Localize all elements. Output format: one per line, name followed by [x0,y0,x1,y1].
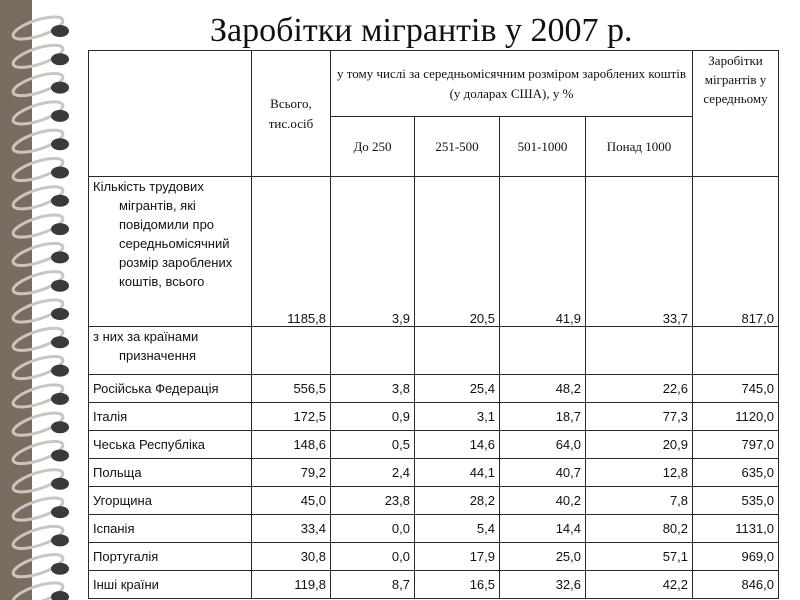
header-total: Всього, тис.осіб [252,51,331,177]
spiral-hole [51,167,69,179]
cell-value [500,327,586,375]
cell-value: 0,5 [331,431,415,459]
row-label: Російська Федерація [89,375,252,403]
cell-value: 44,1 [415,459,500,487]
cell-value: 7,8 [586,487,693,515]
header-earnings: Заробітки мігрантів у середньому [693,51,779,177]
spiral-hole [51,336,69,348]
cell-value: 77,3 [586,403,693,431]
cell-value: 2,4 [331,459,415,487]
row-label: Угорщина [89,487,252,515]
cell-avg: 1120,0 [693,403,779,431]
cell-avg: 846,0 [693,571,779,599]
cell-value: 32,6 [500,571,586,599]
cell-value: 25,4 [415,375,500,403]
cell-value [415,327,500,375]
spiral-hole [51,53,69,65]
table-header-row [89,51,779,117]
subheader-cell: 501-1000 [500,117,586,177]
cell-value [331,327,415,375]
spiral-hole [51,195,69,207]
cell-value: 5,4 [415,515,500,543]
spiral-hole [51,450,69,462]
earnings-table [88,50,779,599]
cell-value: 33,7 [586,177,693,327]
cell-value: 57,1 [586,543,693,571]
cell-total [252,327,331,375]
subheader-cell: Понад 1000 [586,117,693,177]
cell-value: 3,9 [331,177,415,327]
table-row [89,543,779,571]
cell-avg: 1131,0 [693,515,779,543]
table-row [89,487,779,515]
header-empty-cell [89,51,252,177]
row-label: Чеська Республіка [89,431,252,459]
cell-value: 14,6 [415,431,500,459]
table-row [89,515,779,543]
row-label: Італія [89,403,252,431]
cell-value: 18,7 [500,403,586,431]
cell-total: 148,6 [252,431,331,459]
subheader-cell: До 250 [331,117,415,177]
subheader-cell: 251-500 [415,117,500,177]
cell-total: 172,5 [252,403,331,431]
cell-avg: 969,0 [693,543,779,571]
cell-value: 3,8 [331,375,415,403]
cell-total: 119,8 [252,571,331,599]
cell-value: 0,9 [331,403,415,431]
spiral-hole [51,478,69,490]
cell-avg: 797,0 [693,431,779,459]
spiral-hole [51,25,69,37]
table-row [89,375,779,403]
cell-value: 48,2 [500,375,586,403]
table-row [89,403,779,431]
cell-value: 20,9 [586,431,693,459]
cell-value: 8,7 [331,571,415,599]
cell-avg: 535,0 [693,487,779,515]
cell-total: 79,2 [252,459,331,487]
cell-value: 40,2 [500,487,586,515]
spiral-binding-icon [0,0,90,600]
cell-value: 12,8 [586,459,693,487]
cell-value: 3,1 [415,403,500,431]
spiral-hole [51,421,69,433]
row-label: Польща [89,459,252,487]
spiral-hole [51,563,69,575]
cell-avg: 635,0 [693,459,779,487]
cell-value: 16,5 [415,571,500,599]
spiral-hole [51,110,69,122]
spiral-hole [51,534,69,546]
cell-total: 1185,8 [252,177,331,327]
row-label: Португалія [89,543,252,571]
spiral-hole [51,393,69,405]
cell-value: 20,5 [415,177,500,327]
cell-value [586,327,693,375]
spiral-hole [51,591,69,600]
header-group: у тому числі за середньомісячним розміром зароблених коштів (у доларах США), у % [331,51,693,117]
cell-avg: 817,0 [693,177,779,327]
cell-total: 33,4 [252,515,331,543]
table-row [89,571,779,599]
cell-value: 41,9 [500,177,586,327]
spiral-hole [51,280,69,292]
cell-value: 14,4 [500,515,586,543]
cell-total: 30,8 [252,543,331,571]
cell-value: 0,0 [331,515,415,543]
cell-value: 64,0 [500,431,586,459]
table-row [89,177,779,327]
cell-avg [693,327,779,375]
cell-total: 556,5 [252,375,331,403]
spiral-hole [51,308,69,320]
spiral-hole [51,251,69,263]
cell-value: 17,9 [415,543,500,571]
cell-value: 25,0 [500,543,586,571]
row-label: Іспанія [89,515,252,543]
table-row [89,327,779,375]
table-row [89,431,779,459]
row-label: Кількість трудових мігрантів, які повідомили про середньомісячний розмір зароблених коштів, всього [89,177,252,327]
cell-total: 45,0 [252,487,331,515]
cell-value: 42,2 [586,571,693,599]
spiral-hole [51,365,69,377]
cell-value: 23,8 [331,487,415,515]
row-label: з них за країнами призначення [89,327,252,375]
spiral-hole [51,138,69,150]
table-row [89,459,779,487]
spiral-hole [51,223,69,235]
cell-avg: 745,0 [693,375,779,403]
spiral-hole [51,506,69,518]
cell-value: 28,2 [415,487,500,515]
row-label: Інші країни [89,571,252,599]
cell-value: 40,7 [500,459,586,487]
cell-value: 0,0 [331,543,415,571]
cell-value: 80,2 [586,515,693,543]
slide-title: Заробітки мігрантів у 2007 р. [210,12,633,49]
cell-value: 22,6 [586,375,693,403]
spiral-hole [51,82,69,94]
